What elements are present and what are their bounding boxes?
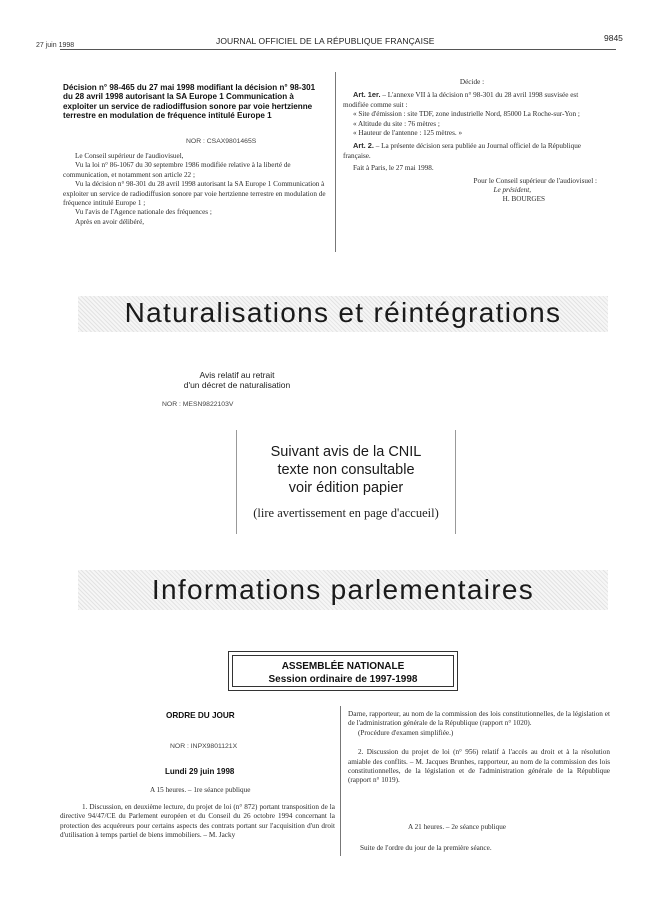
ordre-du-jour-nor: NOR : INPX9801121X bbox=[170, 743, 238, 750]
agenda-item-2: 2. Discussion du projet de loi (n° 956) relatif à l'accès au droit et à la résolution amiable des conflits. – M. Jacques Brunhes, rapporteur, au nom de la commission des lois constitutionnelles, de la législation et de l'administration générale de la République (rapport n° 1019). bbox=[348, 748, 610, 785]
header-rule bbox=[60, 49, 616, 50]
decision-body-line: Le Conseil supérieur de l'audiovisuel, bbox=[75, 152, 184, 160]
journal-title: JOURNAL OFFICIEL DE LA RÉPUBLIQUE FRANÇAISE bbox=[216, 36, 435, 46]
assemblee-box bbox=[228, 651, 458, 691]
site-emission: « Site d'émission : site TDF, zone industrielle Nord, 85000 La Roche-sur-Yon ; bbox=[353, 110, 580, 119]
procedure-note: (Procédure d'examen simplifiée.) bbox=[358, 728, 454, 737]
antenna-height: « Hauteur de l'antenne : 125 mètres. » bbox=[353, 129, 463, 138]
pour-le-conseil: Pour le Conseil supérieur de l'audiovisuel : bbox=[473, 176, 597, 185]
article-1-label: Art. 1er. bbox=[353, 90, 381, 100]
naturalisations-heading: Naturalisations et réintégrations bbox=[124, 297, 562, 328]
ordre-du-jour-title: ORDRE DU JOUR bbox=[166, 711, 235, 720]
suite-ordre-du-jour: Suite de l'ordre du jour de la première séance. bbox=[360, 844, 492, 852]
decide-label: Décide : bbox=[459, 78, 485, 86]
article-2-text: – La présente décision sera publiée au Journal officiel de la République française. bbox=[343, 142, 581, 160]
decision-title: Décision n° 98-465 du 27 mai 1998 modifiant la décision n° 98-301 du 28 avril 1998 autorisant la SA Europe 1 Communication à exploiter un service de radiodiffusion sonore par voie hertzienne terrestre en modulation de fréquence intitulé Europe 1 bbox=[63, 83, 316, 120]
article-1-text: – L'annexe VII à la décision n° 98-301 du 28 avril 1998 susvisée est modifiée comme suit : bbox=[343, 91, 579, 109]
decision-body-line: Vu la décision n° 98-301 du 28 avril 1998 autorisant la SA Europe 1 Communication à exploiter un service de radiodiffusion sonore par voie hertzienne terrestre en modulation de fréquence intitulé Europe 1 ; bbox=[63, 180, 326, 208]
fait-a-paris: Fait à Paris, le 27 mai 1998. bbox=[353, 164, 434, 173]
assemblee-title: ASSEMBLÉE NATIONALE bbox=[281, 661, 405, 672]
decision-articles bbox=[343, 78, 601, 205]
header-date: 27 juin 1998 bbox=[36, 42, 75, 49]
decision-body-line: Vu l'avis de l'Agence nationale des fréquences ; bbox=[75, 208, 212, 217]
decision-body-line: Vu la loi n° 86-1067 du 30 septembre 1986 modifiée relative à la liberté de communication, et notamment son article 22 ; bbox=[63, 161, 291, 179]
ordre-du-jour-date: Lundi 29 juin 1998 bbox=[165, 767, 235, 776]
page-number: 9845 bbox=[604, 33, 623, 43]
cnil-line-1: Suivant avis de la CNIL bbox=[270, 444, 422, 460]
article-1 bbox=[343, 90, 601, 110]
assemblee-inner-frame bbox=[232, 655, 454, 687]
agenda-item-1 bbox=[60, 803, 335, 841]
agenda-item-1-continued: Darne, rapporteur, au nom de la commission des lois constitutionnelles, de la législation et de l'administration générale de la République (rapport n° 1020). bbox=[348, 710, 610, 728]
cnil-line-2: texte non consultable bbox=[277, 462, 415, 478]
cnil-line-4: (lire avertissement en page d'accueil) bbox=[253, 506, 439, 520]
session-2: A 21 heures. – 2e séance publique bbox=[408, 823, 506, 831]
signature: H. BOURGES bbox=[502, 195, 545, 204]
avis-nor: NOR : MESN9822103V bbox=[162, 401, 234, 408]
cnil-line-3: voir édition papier bbox=[288, 480, 404, 496]
article-2-label: Art. 2. bbox=[353, 141, 374, 151]
informations-banner bbox=[78, 570, 608, 610]
informations-heading: Informations parlementaires bbox=[151, 574, 535, 605]
column-divider bbox=[335, 72, 336, 252]
session-1: A 15 heures. – 1re séance publique bbox=[150, 786, 251, 794]
site-altitude: « Altitude du site : 76 mètres ; bbox=[353, 119, 440, 128]
assemblee-session: Session ordinaire de 1997-1998 bbox=[268, 674, 418, 685]
agenda-right-column bbox=[348, 710, 610, 786]
agenda-item-1-text: 1. Discussion, en deuxième lecture, du projet de loi (n° 872) portant transposition de la directive 94/47/CE du Parlement européen et du Conseil du 26 octobre 1994 concernant la protection des acquéreurs pour certains aspects des contrats portant sur l'acquisition d'un droit d'utilisation à temps partiel de biens immobiliers. – M. Jacky bbox=[60, 803, 335, 840]
le-president: Le président, bbox=[493, 186, 531, 195]
decision-body bbox=[63, 152, 328, 227]
decision-body-line: Après en avoir délibéré, bbox=[75, 217, 145, 226]
decision-nor: NOR : CSAX9801465S bbox=[186, 138, 257, 145]
cnil-notice bbox=[236, 430, 456, 534]
naturalisations-banner bbox=[78, 296, 608, 332]
avis-title-line: Avis relatif au retrait bbox=[199, 370, 275, 380]
avis-title-line: d'un décret de naturalisation bbox=[183, 380, 291, 390]
column-divider bbox=[340, 706, 341, 856]
avis-title bbox=[152, 370, 322, 390]
article-2 bbox=[343, 141, 601, 161]
